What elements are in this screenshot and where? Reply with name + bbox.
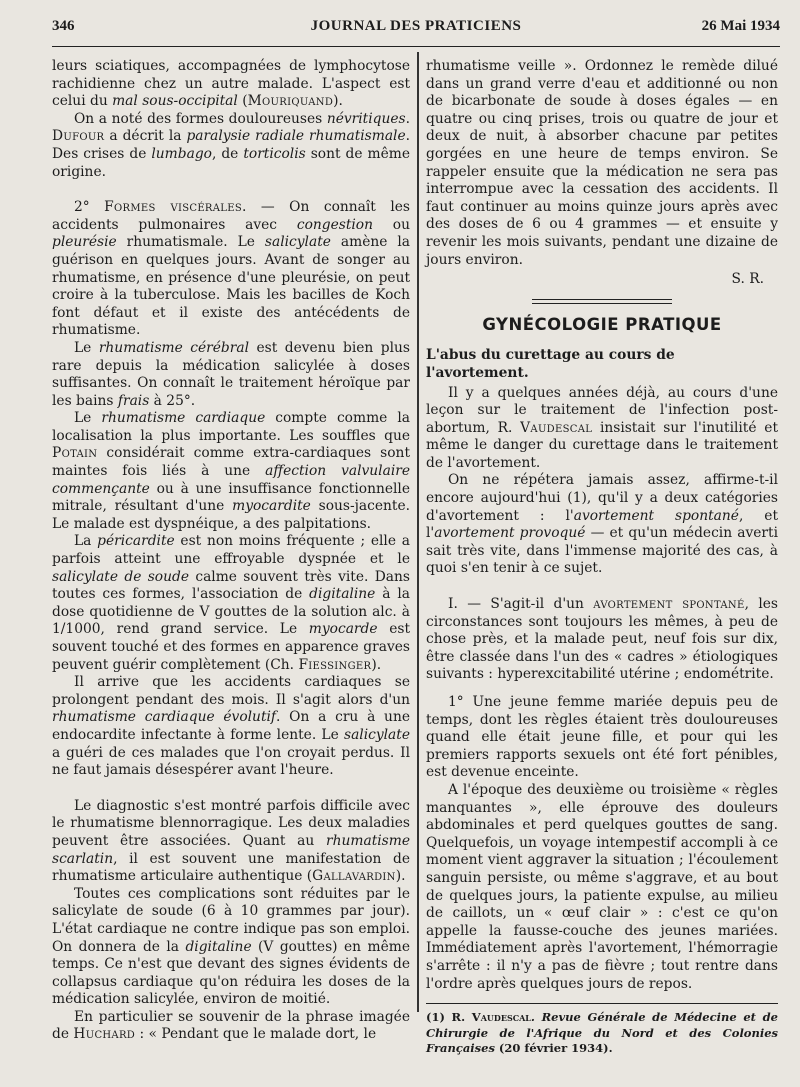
paragraph: leurs sciatiques, accompagnées de lymphocytose rachidienne chez un autre malade. L'aspect est celui du mal sous-occipital (Mouriquand). (52, 58, 410, 110)
left-column (52, 58, 410, 1044)
paragraph: rhumatisme veille ». Ordonnez le remède dilué dans un grand verre d'eau et additionné ou non de bicarbonate de soude à doses égales — en quatre ou cinq prises, trois ou quatre de jour et deux de nuit, à absorber chacune par petites gorgées en une heure de temps environ. Se rappeler ensuite que la médication ne sera pas interrompue avec la cessation des accidents. Il faut continuer au moins quinze jours après avec des doses de 6 ou 4 grammes — et ensuite y revenir les mois suivants, pendant une dizaine de jours environ. (426, 58, 778, 268)
page-header (52, 18, 780, 42)
paragraph: Le rhumatisme cérébral est devenu bien plus rare depuis la médication salicylée à doses suffisantes. On connaît le traitement héroïque par les bains frais à 25°. (52, 339, 410, 409)
column-divider (417, 52, 419, 1012)
paragraph: A l'époque des deuxième ou troisième « règles manquantes », elle éprouve des douleurs abdominales et perd quelques gouttes de sang. Quelquefois, un voyage intempestif accompli à ce moment vient aggraver la situation ; l'écoulement sanguin persiste, ou même s'aggrave, et au bout de quelques jours, la patiente expulse, au milieu de caillots, un « œuf clair » : c'est ce qu'on appelle la fausse-couche des jeunes mariées. Immédiatement après l'avortement, l'hémorragie s'arrête : il n'y a pas de fièvre ; tout rentre dans l'ordre après quelques jours de repos. (426, 781, 778, 992)
section-separator (532, 299, 672, 304)
paragraph: Le diagnostic s'est montré parfois difficile avec le rhumatisme blennorragique. Les deux maladies peuvent être associées. Quant au rhumatisme scarlatin, il est souvent une manifestation de rhumatisme articulaire authentique (Gallavardin). (52, 797, 410, 885)
signature: S. R. (731, 271, 764, 288)
paragraph: En particulier se souvenir de la phrase imagée de Huchard : « Pendant que le malade dort, le (52, 1008, 410, 1043)
right-column (426, 58, 778, 1057)
article-heading: L'abus du curettage au cours de l'avortement. (426, 347, 675, 381)
journal-title: JOURNAL DES PRATICIENS (310, 18, 522, 34)
footnote-rule (426, 1003, 778, 1004)
paragraph: Toutes ces complications sont réduites par le salicylate de soude (6 à 10 grammes par jour). L'état cardiaque ne contre indique pas son emploi. On donnera de la digitaline (V gouttes) en même temps. Ce n'est que devant des signes évidents de collapsus cardiaque qu'on réduira les doses de la médication salicylée, environ de moitié. (52, 885, 410, 1008)
paragraph: 1° Une jeune femme mariée depuis peu de temps, dont les règles étaient très douloureuses quand elle était jeune fille, et pour qui les premiers rapports sexuels ont été fort pénibles, est devenue enceinte. (426, 694, 778, 781)
paragraph: On ne répétera jamais assez, affirme-t-il encore aujourd'hui (1), qu'il y a deux catégories d'avortement : l'avortement spontané, et l'avortement provoqué — et qu'un médecin averti sait très vite, dans l'immense majorité des cas, à quoi s'en tenir à ce sujet. (426, 472, 779, 577)
header-rule (52, 46, 780, 47)
page-number: 346 (52, 18, 75, 34)
paragraph: On a noté des formes douloureuses névritiques. Dufour a décrit la paralysie radiale rhumatismale. Des crises de lumbago, de torticolis sont de même origine. (52, 110, 411, 180)
paragraph: Le rhumatisme cardiaque compte comme la localisation la plus importante. Les souffles que Potain considérait comme extra-cardiaques sont maintes fois liés à une affection valvulaire commençante ou à une insuffisance fonctionnelle mitrale, résultant d'une myocardite sous-jacente. Le malade est dyspnéique, a des palpitations. (52, 410, 410, 532)
paragraph: La péricardite est non moins fréquente ; elle a parfois atteint une effroyable dyspnée et le salicylate de soude calme souvent très vite. Dans toutes ces formes, l'association de digitaline à la dose quotidienne de V gouttes de la solution alc. à 1/1000, rend grand service. Le myocarde est souvent touché et des formes en apparence graves peuvent guérir complètement (Ch. Fiessinger). (52, 533, 410, 673)
issue-date: 26 Mai 1934 (701, 18, 780, 34)
paragraph: 2° Formes viscérales. — On connaît les accidents pulmonaires avec congestion ou pleurésie rhumatismale. Le salicylate amène la guérison en quelques jours. Avant de songer au rhumatisme, en présence d'une pleurésie, on peut croire à la tuberculose. Mais les bacilles de Koch font défaut et il existe des antécédents de rhumatisme. (52, 199, 411, 339)
paragraph: I. — S'agit-il d'un avortement spontané, les circonstances sont toujours les mêmes, à peu de chose près, et la malade peut, neuf fois sur dix, être classée dans l'un des « cadres » étiologiques suivants : hyperexcitabilité utérine ; endométrite. (426, 596, 778, 683)
paragraph: Il y a quelques années déjà, au cours d'une leçon sur le traitement de l'infection post-abortum, R. Vaudescal insistait sur l'inutilité et même le danger du curettage dans le traitement de l'avortement. (426, 384, 778, 471)
section-title: GYNÉCOLOGIE PRATIQUE (482, 314, 722, 334)
paragraph: Il arrive que les accidents cardiaques se prolongent pendant des mois. Il s'agit alors d'un rhumatisme cardiaque évolutif. On a cru à une endocardite infectante à forme lente. Le salicylate a guéri de ces malades que l'on croyait perdus. Il ne faut jamais désespérer avant l'heure. (52, 674, 410, 779)
footnote: (1) R. Vaudescal. Revue Générale de Médecine et de Chirurgie de l'Afrique du Nord et des Colonies Françaises (20 février 1934). (426, 1010, 778, 1056)
